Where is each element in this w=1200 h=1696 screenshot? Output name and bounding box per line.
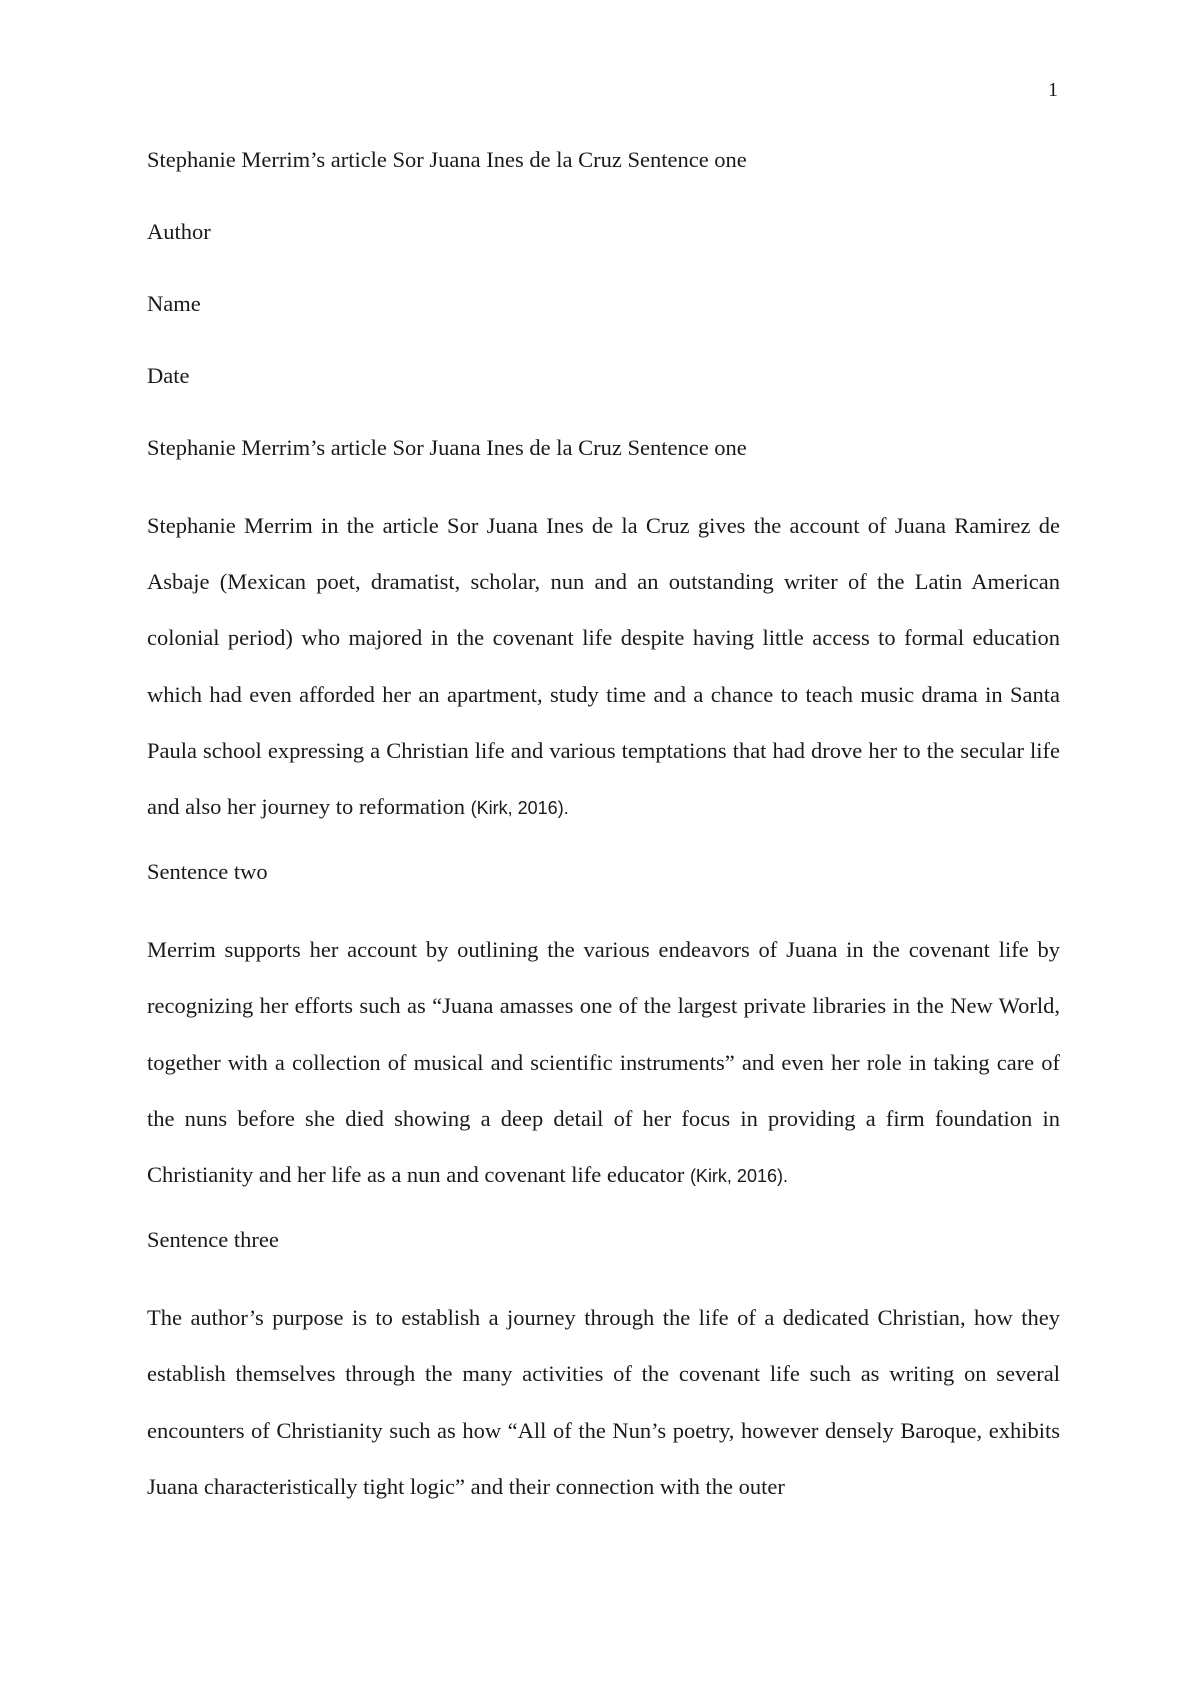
paragraph-sentence-one — [147, 498, 1060, 836]
citation: (Kirk, 2016). — [470, 798, 569, 819]
section-heading-sentence-three: Sentence three — [147, 1227, 279, 1253]
paragraph-sentence-two — [147, 922, 1060, 1204]
paragraph-text: Merrim supports her account by outlining the various endeavors of Juana in the covenant life by recognizing her efforts such as “Juana amasses one of the largest private libraries in the New World, together with a collection of musical and scientific instruments” and even her role in taking care of the nuns before she died showing a deep detail of her focus in providing a firm foundation in Christianity and her life as a nun and covenant life educator — [147, 937, 1060, 1188]
paragraph-sentence-three — [147, 1290, 1060, 1515]
paragraph-text: Stephanie Merrim in the article Sor Juana Ines de la Cruz gives the account of Juana Ramirez de Asbaje (Mexican poet, dramatist, scholar, nun and an outstanding writer of the Latin American colonial period) who majored in the covenant life despite having little access to formal education which had even afforded her an apartment, study time and a chance to teach music drama in Santa Paula school expressing a Christian life and various temptations that had drove her to the secular life and also her journey to reformation — [147, 513, 1060, 820]
paragraph-text: The author’s purpose is to establish a journey through the life of a dedicated Christian, how they establish themselves through the many activities of the covenant life such as writing on several encounters of Christianity such as how “All of the Nun’s poetry, however densely Baroque, exhibits Juana characteristically tight logic” and their connection with the outer — [147, 1305, 1060, 1499]
repeat-title-line: Stephanie Merrim’s article Sor Juana Ines de la Cruz Sentence one — [147, 435, 747, 460]
author-line: Author — [147, 219, 211, 244]
title-line: Stephanie Merrim’s article Sor Juana Ines de la Cruz Sentence one — [147, 147, 747, 172]
section-heading-sentence-two: Sentence two — [147, 859, 268, 885]
date-line: Date — [147, 363, 190, 388]
citation: (Kirk, 2016). — [689, 1166, 788, 1187]
page-number: 1 — [1048, 79, 1058, 101]
name-line: Name — [147, 291, 201, 316]
document-body — [147, 138, 1060, 1515]
